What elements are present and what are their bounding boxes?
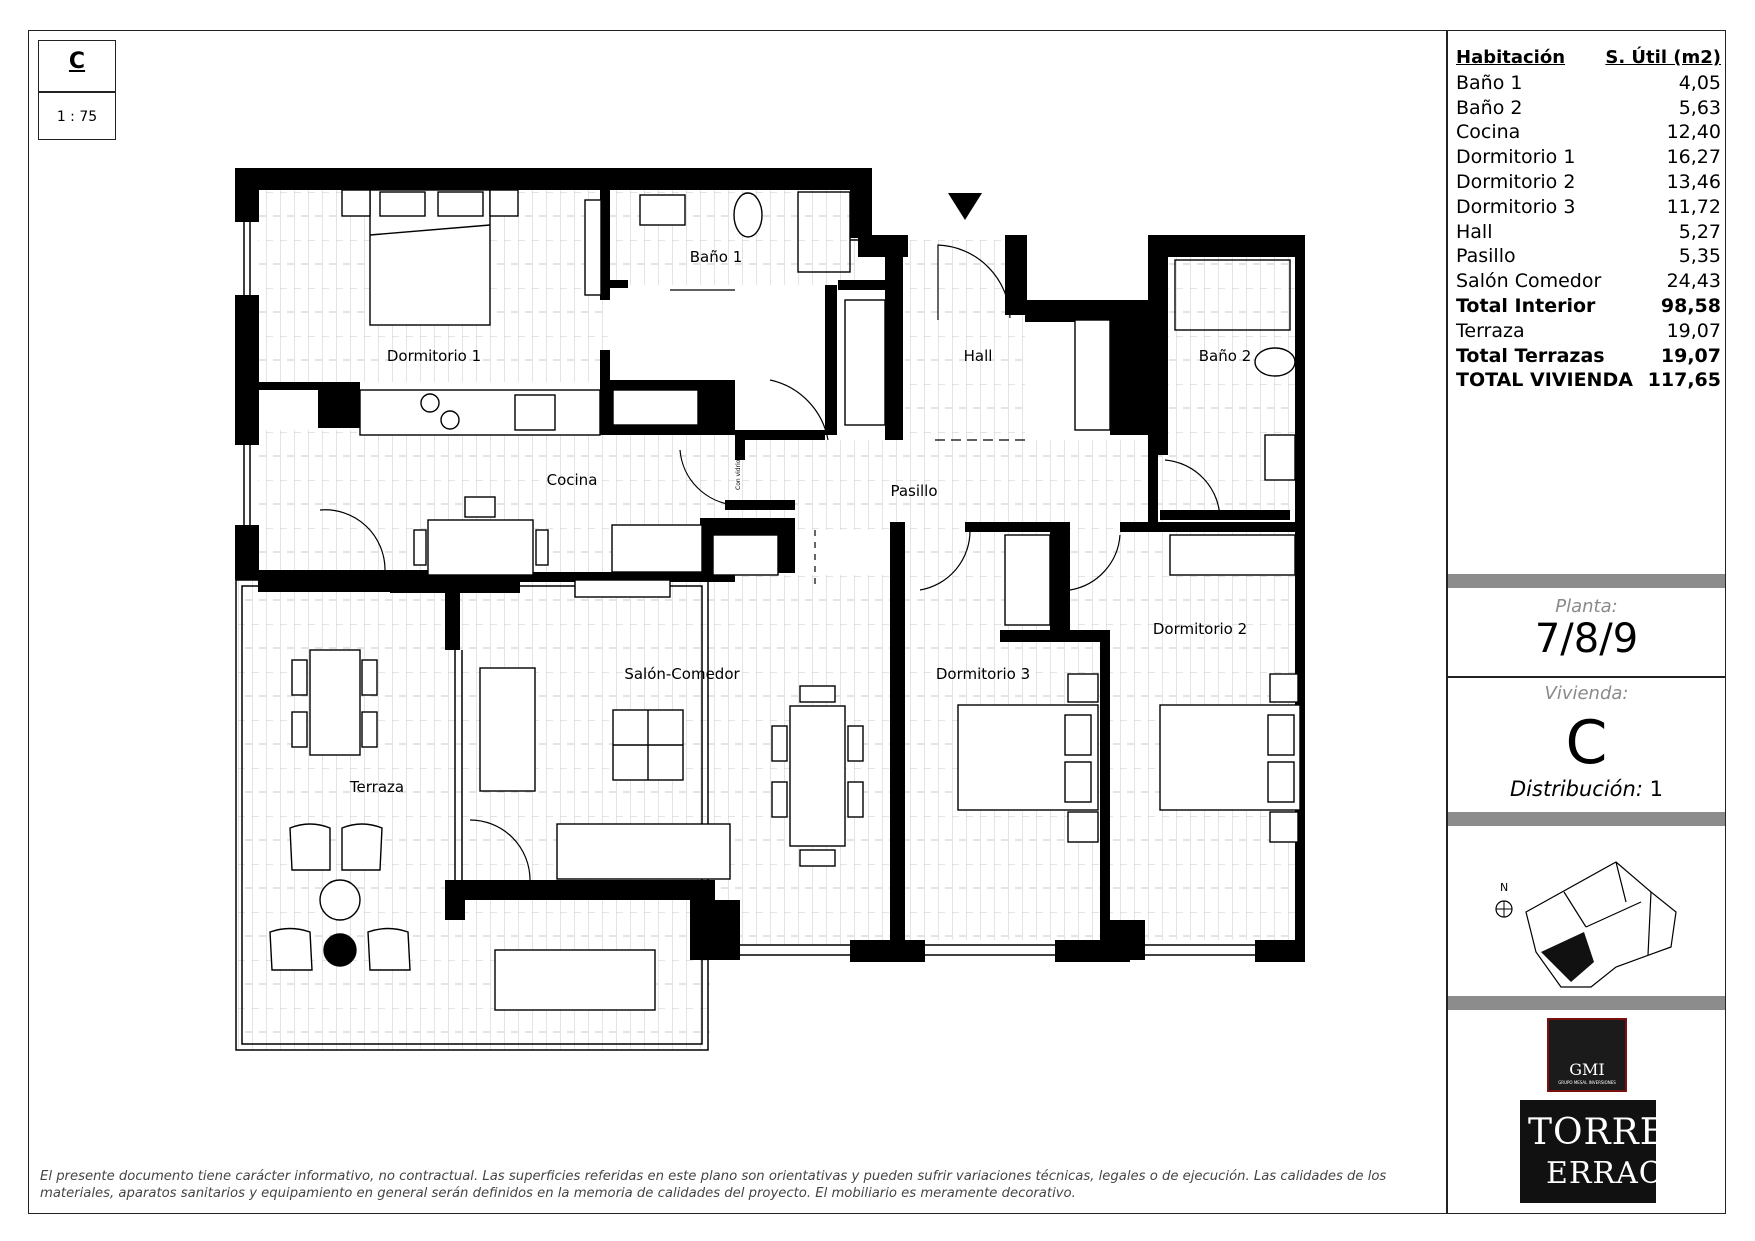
area-row [1456, 220, 1721, 245]
floor-pasillo [735, 440, 1165, 530]
area-row [1456, 244, 1721, 269]
area-room-value: 5,63 [1678, 96, 1721, 119]
sofa [480, 668, 535, 791]
area-room-value: 19,07 [1660, 344, 1721, 367]
distribucion-label: Distribución: [1510, 777, 1643, 801]
area-row [1456, 344, 1721, 369]
area-room-name: Hall [1456, 220, 1493, 243]
area-room-value: 24,43 [1666, 270, 1721, 293]
area-room-value: 13,46 [1666, 170, 1721, 193]
area-room-name: Dormitorio 1 [1456, 146, 1576, 169]
unit-letter: C [68, 49, 86, 74]
area-room-value: 98,58 [1660, 294, 1721, 317]
distribucion-value: 1 [1649, 777, 1663, 801]
label-dormitorio-2: Dormitorio 2 [1152, 620, 1248, 638]
sidebar-band [1448, 574, 1725, 588]
area-room-value: 11,72 [1666, 195, 1721, 218]
area-row [1456, 170, 1721, 195]
label-terraza: Terraza [349, 778, 405, 796]
vivienda-label: Vivienda: [1544, 683, 1629, 704]
planta-value: 7/8/9 [1534, 616, 1639, 662]
area-room-value: 19,07 [1666, 319, 1721, 342]
header-area: S. Útil (m2) [1605, 47, 1721, 68]
planta-label: Planta: [1555, 596, 1618, 617]
area-room-name: Pasillo [1456, 245, 1516, 268]
area-room-name: Total Interior [1456, 294, 1596, 317]
area-room-name: Salón Comedor [1456, 270, 1602, 293]
area-room-value: 5,27 [1678, 220, 1721, 243]
area-table [1456, 46, 1721, 393]
area-room-name: Dormitorio 2 [1456, 170, 1576, 193]
dining-table [790, 706, 845, 846]
area-room-name: TOTAL VIVIENDA [1456, 369, 1633, 392]
area-room-value: 4,05 [1678, 71, 1721, 94]
gmi-logo-text: GMI [1569, 1060, 1605, 1079]
label-bano-1: Baño 1 [689, 248, 743, 266]
north-label: N [1500, 881, 1509, 894]
area-room-value: 16,27 [1666, 146, 1721, 169]
entrance-arrow [948, 193, 982, 220]
area-room-value: 12,40 [1666, 121, 1721, 144]
area-room-name: Total Terrazas [1456, 344, 1605, 367]
torre-terrace-logo [1520, 1100, 1686, 1203]
area-room-name: Baño 1 [1456, 71, 1523, 94]
area-table-header [1456, 46, 1721, 71]
torre-logo-bottom: ERRACE [1546, 1156, 1686, 1191]
area-room-name: Dormitorio 3 [1456, 195, 1576, 218]
label-cocina: Cocina [546, 471, 598, 489]
label-salon-comedor: Salón-Comedor [624, 665, 740, 683]
area-row [1456, 269, 1721, 294]
area-row [1456, 120, 1721, 145]
area-room-name: Cocina [1456, 121, 1521, 144]
vivienda-value: C [1565, 708, 1608, 778]
area-room-value: 117,65 [1647, 369, 1721, 392]
header-room: Habitación [1456, 47, 1566, 68]
gmi-logo [1547, 1018, 1627, 1092]
label-pasillo: Pasillo [890, 482, 938, 500]
disclaimer-note: El presente documento tiene carácter informativo, no contractual. Las superficies referidas en este plano son orientativas y pueden sufrir variaciones técnicas, legales o de ejecución. Las calidades de los materiales, aparatos sanitarios y equipamiento en general serán definidos en la memoria de calidades del proyecto. El mobiliario es meramente decorativo. [40, 1169, 1387, 1201]
sidebar-band [1448, 812, 1725, 826]
scale-value: 1 : 75 [56, 109, 98, 125]
area-row [1456, 294, 1721, 319]
area-row [1456, 145, 1721, 170]
torre-logo-top: TORRE [1528, 1112, 1668, 1153]
tv-unit [557, 824, 730, 879]
kitchen-table [428, 520, 533, 575]
kitchen-counter [360, 390, 600, 435]
unit-highlight [1541, 932, 1594, 982]
area-rows [1456, 71, 1721, 393]
area-row [1456, 195, 1721, 220]
area-room-name: Terraza [1456, 319, 1525, 342]
sidebar-divider-line [1448, 676, 1725, 678]
label-bano-2: Baño 2 [1198, 347, 1252, 365]
glass-label: Con vidrio [735, 459, 742, 490]
label-dormitorio-3: Dormitorio 3 [935, 665, 1031, 683]
area-row [1456, 71, 1721, 96]
area-room-name: Baño 2 [1456, 96, 1523, 119]
sidebar-band [1448, 996, 1725, 1010]
area-row [1456, 96, 1721, 121]
area-row [1456, 319, 1721, 344]
area-row [1456, 368, 1721, 393]
distribucion [1448, 777, 1725, 801]
label-dormitorio-1: Dormitorio 1 [386, 347, 482, 365]
label-hall: Hall [963, 347, 993, 365]
area-room-value: 5,35 [1678, 245, 1721, 268]
gmi-logo-subtitle: GRUPO MESAL INVERSIONES [1558, 1080, 1616, 1085]
lounger [495, 950, 655, 1010]
key-plan [1476, 855, 1706, 995]
